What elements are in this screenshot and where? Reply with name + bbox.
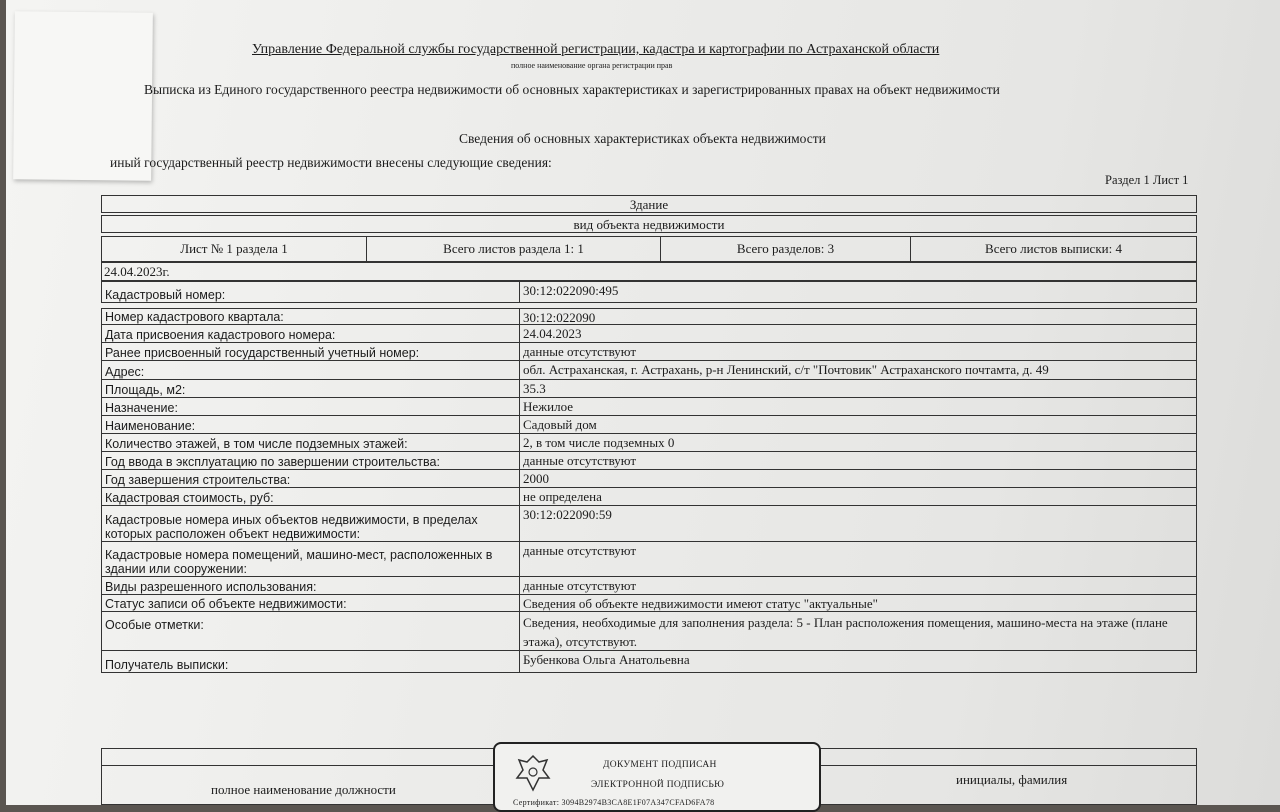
stamp-line-2: ЭЛЕКТРОННОЙ ПОДПИСЬЮ	[591, 780, 725, 790]
total-sheets-extract: Всего листов выписки: 4	[910, 236, 1197, 262]
sheet-info-row	[101, 236, 1197, 262]
row-value: Сведения об объекте недвижимости имеют статус "актуальные"	[523, 596, 878, 611]
characteristics-table	[101, 308, 1197, 673]
row-label: Получатель выписки:	[102, 651, 520, 672]
row-value: Бубенкова Ольга Анатольевна	[523, 652, 690, 667]
table-row	[101, 308, 1197, 325]
row-value: Сведения, необходимые для заполнения раздела: 5 - План расположения помещения, машино-места на этаже (плане этажа), отсутствуют.	[523, 615, 1168, 649]
organization-caption: полное наименование органа регистрации прав	[511, 61, 673, 70]
extract-title: Выписка из Единого государственного реестра недвижимости об основных характеристиках и зарегистрированных правах на объект недвижимости	[144, 82, 1000, 97]
table-row	[101, 651, 1197, 673]
organization-name: Управление Федеральной службы государственной регистрации, кадастра и картографии по Астраханской области	[252, 42, 940, 57]
table-row	[101, 577, 1197, 595]
table-row	[101, 434, 1197, 452]
row-label: Год ввода в эксплуатацию по завершении строительства:	[102, 452, 520, 469]
table-row	[101, 380, 1197, 398]
row-label: Виды разрешенного использования:	[102, 577, 520, 594]
cadastral-number-row	[101, 281, 1197, 303]
table-row	[101, 506, 1197, 542]
row-value: не определена	[523, 489, 602, 504]
table-row	[101, 612, 1197, 651]
row-label: Кадастровые номера помещений, машино-мест, расположенных в здании или сооружении:	[102, 542, 520, 576]
row-value: 2, в том числе подземных 0	[523, 435, 675, 450]
coat-of-arms-icon	[513, 752, 553, 796]
row-value: Садовый дом	[523, 417, 597, 432]
row-value: 35.3	[523, 381, 546, 396]
table-row	[101, 398, 1197, 416]
table-row	[101, 470, 1197, 488]
cadastral-number-value: 30:12:022090:495	[523, 283, 619, 298]
total-sections: Всего разделов: 3	[660, 236, 911, 262]
initials-caption: инициалы, фамилия	[956, 772, 1068, 787]
table-row	[101, 416, 1197, 434]
table-row	[101, 595, 1197, 612]
row-label: Кадастровая стоимость, руб:	[102, 488, 520, 505]
row-label: Назначение:	[102, 398, 520, 415]
intro-text: иный государственный реестр недвижимости внесены следующие сведения:	[110, 155, 552, 170]
row-label: Особые отметки:	[102, 612, 520, 650]
table-row	[101, 325, 1197, 343]
row-value: 24.04.2023	[523, 326, 582, 341]
row-value: обл. Астраханская, г. Астрахань, р-н Ленинский, с/т "Почтовик" Астраханского почтамта, д. 49	[523, 362, 1049, 377]
table-row	[101, 542, 1197, 577]
table-row	[101, 488, 1197, 506]
row-value: 30:12:022090	[523, 310, 596, 325]
table-row	[101, 343, 1197, 361]
extract-date: 24.04.2023г.	[101, 262, 1197, 281]
stamp-line-1: ДОКУМЕНТ ПОДПИСАН	[603, 760, 717, 770]
row-label: Дата присвоения кадастрового номера:	[102, 325, 520, 342]
table-row	[101, 452, 1197, 470]
row-value: 30:12:022090:59	[523, 507, 612, 522]
row-value: данные отсутствуют	[523, 453, 637, 468]
row-label: Площадь, м2:	[102, 380, 520, 397]
row-value: данные отсутствуют	[523, 543, 637, 558]
row-label: Номер кадастрового квартала:	[102, 309, 520, 324]
row-value: 2000	[523, 471, 549, 486]
position-caption: полное наименование должности	[211, 782, 396, 797]
stamp-line-3: Сертификат: 3094B2974B3CA8E1F07A347CFAD6FA78	[513, 798, 715, 807]
row-label: Адрес:	[102, 361, 520, 379]
row-label: Статус записи об объекте недвижимости:	[102, 595, 520, 611]
row-label: Кадастровые номера иных объектов недвижимости, в пределах которых расположен объект недвижимости:	[102, 506, 520, 541]
row-label: Количество этажей, в том числе подземных этажей:	[102, 434, 520, 451]
row-label: Ранее присвоенный государственный учетный номер:	[102, 343, 520, 360]
row-label: Год завершения строительства:	[102, 470, 520, 487]
e-signature-stamp	[493, 742, 821, 812]
row-value: данные отсутствуют	[523, 578, 637, 593]
cadastral-number-label: Кадастровый номер:	[102, 282, 520, 302]
object-type: Здание	[101, 195, 1197, 213]
table-row	[101, 361, 1197, 380]
object-type-caption: вид объекта недвижимости	[101, 215, 1197, 233]
section-sheet-label: Раздел 1 Лист 1	[1105, 173, 1189, 187]
row-label: Наименование:	[102, 416, 520, 433]
section-title: Сведения об основных характеристиках объекта недвижимости	[459, 131, 826, 146]
row-value: данные отсутствуют	[523, 344, 637, 359]
sheet-number: Лист № 1 раздела 1	[101, 236, 367, 262]
row-value: Нежилое	[523, 399, 574, 414]
total-sheets-section: Всего листов раздела 1: 1	[366, 236, 661, 262]
